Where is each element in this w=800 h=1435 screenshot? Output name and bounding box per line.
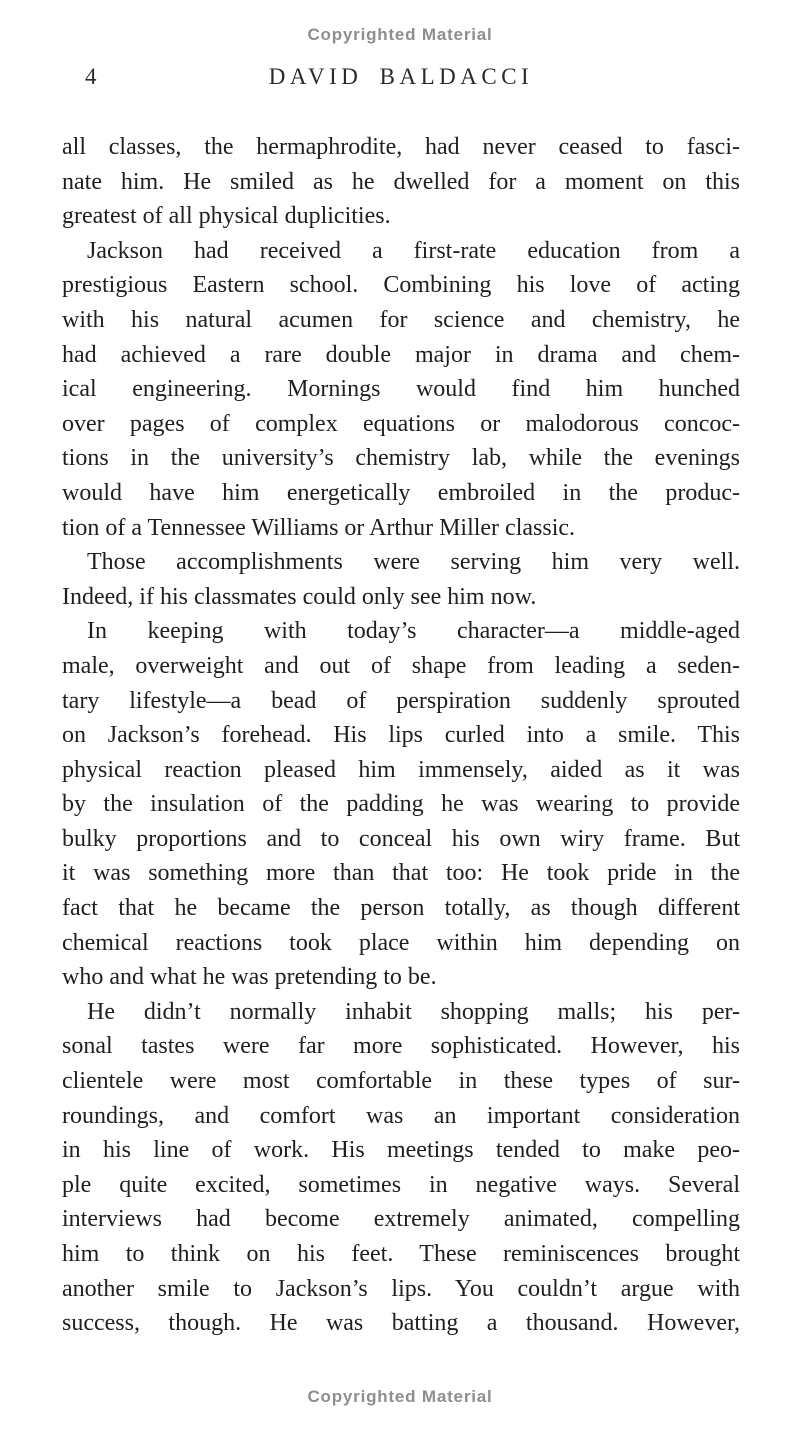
text-line: on Jackson’s forehead. His lips curled into a smile. This	[62, 722, 740, 749]
text-line: physical reaction pleased him immensely, aided as it was	[62, 756, 740, 783]
paragraph	[62, 130, 740, 234]
text-line: Those accomplishments were serving him very well.	[87, 549, 740, 576]
text-line: in his line of work. His meetings tended to make peo-	[62, 1137, 740, 1164]
body-text	[62, 130, 740, 1341]
text-line: tions in the university’s chemistry lab, while the evenings	[62, 445, 740, 472]
text-line: bulky proportions and to conceal his own wiry frame. But	[62, 825, 740, 852]
text-line: interviews had become extremely animated, compelling	[62, 1206, 740, 1233]
page-number: 4	[85, 64, 97, 89]
text-line: with his natural acumen for science and chemistry, he	[62, 306, 740, 333]
text-line: tary lifestyle—a bead of perspiration suddenly sprouted	[62, 687, 740, 714]
paragraph	[62, 995, 740, 1341]
text-line: would have him energetically embroiled in the produc-	[62, 479, 740, 506]
text-line: it was something more than that too: He took pride in the	[62, 860, 740, 887]
text-line: another smile to Jackson’s lips. You couldn’t argue with	[62, 1275, 740, 1302]
text-line: clientele were most comfortable in these types of sur-	[62, 1068, 740, 1095]
text-line: Jackson had received a first-rate education from a	[87, 237, 740, 264]
text-line: him to think on his feet. These reminiscences brought	[62, 1241, 740, 1267]
text-line: by the insulation of the padding he was wearing to provide	[62, 791, 740, 818]
running-header	[62, 64, 740, 94]
paragraph	[62, 234, 740, 545]
text-line: sonal tastes were far more sophisticated. However, his	[62, 1033, 740, 1060]
text-line: nate him. He smiled as he dwelled for a moment on this	[62, 168, 740, 195]
text-line: over pages of complex equations or malodorous concoc-	[62, 410, 740, 437]
text-line: In keeping with today’s character—a middle-aged	[87, 618, 740, 645]
text-line: had achieved a rare double major in drama and chem-	[62, 341, 740, 368]
text-line: ical engineering. Mornings would find him hunched	[62, 376, 740, 403]
text-line: He didn’t normally inhabit shopping malls; his per-	[87, 998, 740, 1025]
text-line: prestigious Eastern school. Combining his love of acting	[62, 272, 740, 299]
paragraph	[62, 545, 740, 614]
text-line: chemical reactions took place within him depending on	[62, 929, 740, 956]
text-line: tion of a Tennessee Williams or Arthur Miller classic.	[62, 514, 576, 541]
text-line: roundings, and comfort was an important consideration	[62, 1102, 740, 1129]
text-line: success, though. He was batting a thousand. However,	[62, 1310, 740, 1337]
text-line: all classes, the hermaphrodite, had never ceased to fasci-	[62, 134, 740, 160]
author-running-head: DAVID BALDACCI	[268, 64, 534, 89]
copyright-notice-top: Copyrighted Material	[307, 25, 493, 44]
text-line: who and what he was pretending to be.	[62, 964, 437, 991]
text-line: Indeed, if his classmates could only see him now.	[62, 583, 537, 610]
text-line: male, overweight and out of shape from leading a seden-	[62, 652, 740, 679]
text-line: greatest of all physical duplicities.	[62, 203, 391, 230]
copyright-notice-bottom: Copyrighted Material	[307, 1387, 493, 1406]
text-line: fact that he became the person totally, as though different	[62, 895, 740, 922]
paragraph	[62, 614, 740, 995]
text-line: ple quite excited, sometimes in negative ways. Several	[62, 1171, 740, 1198]
